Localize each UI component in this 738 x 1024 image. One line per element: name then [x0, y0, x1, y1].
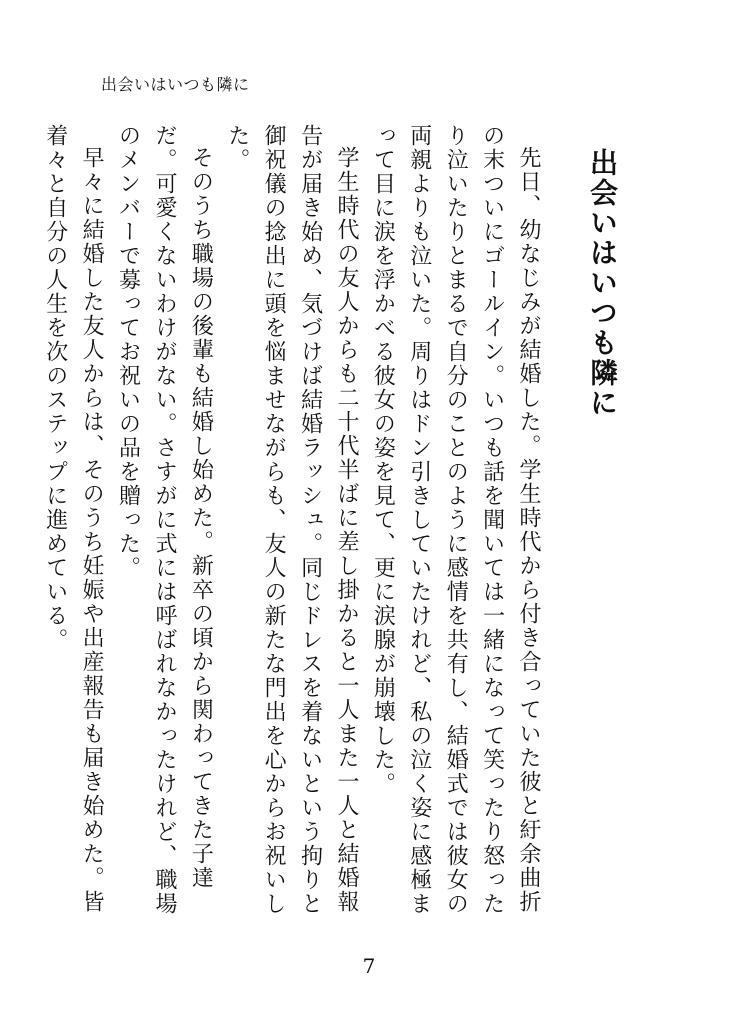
paragraph: 学生時代の友人からも二十代半ばに差し掛かると一人また一人と結婚報告が届き始め、気づけば結婚ラッシュ。同じドレスを着ないという拘りと御祝儀の捻出に頭を悩ませながらも、友人の新たな門出を心からお祝いした。 [224, 124, 359, 916]
paragraph: 先日、幼なじみが結婚した。学生時代から付き合っていた彼と紆余曲折の末ついにゴールイン。いつも話を聞いては一緒になって笑ったり怒ったり泣いたりとまるで自分のことのように感情を共有し、結婚式では彼女の両親よりも泣いた。周りはドン引きしていたけれど、私の泣く姿に感極まって目に涙を浮かべる彼女の姿を見て、更に涙腺が崩壊した。 [370, 124, 541, 916]
page-number: 7 [362, 954, 376, 978]
paragraph: そのうち職場の後輩も結婚し始めた。新卒の頃から関わってきた子達だ。可愛くないわけがない。さすがに式には呼ばれなかったけれど、職場のメンバーで募ってお祝いの品を贈った。 [115, 124, 214, 916]
body-text [42, 124, 546, 932]
chapter-title: 出会いはいつも隣に [586, 148, 619, 418]
paragraph: 早々に結婚した友人からは、そのうち妊娠や出産報告も届き始めた。皆着々と自分の人生を次のステップに進めている。 [42, 124, 105, 914]
running-header: 出会いはいつも隣に [101, 75, 250, 94]
